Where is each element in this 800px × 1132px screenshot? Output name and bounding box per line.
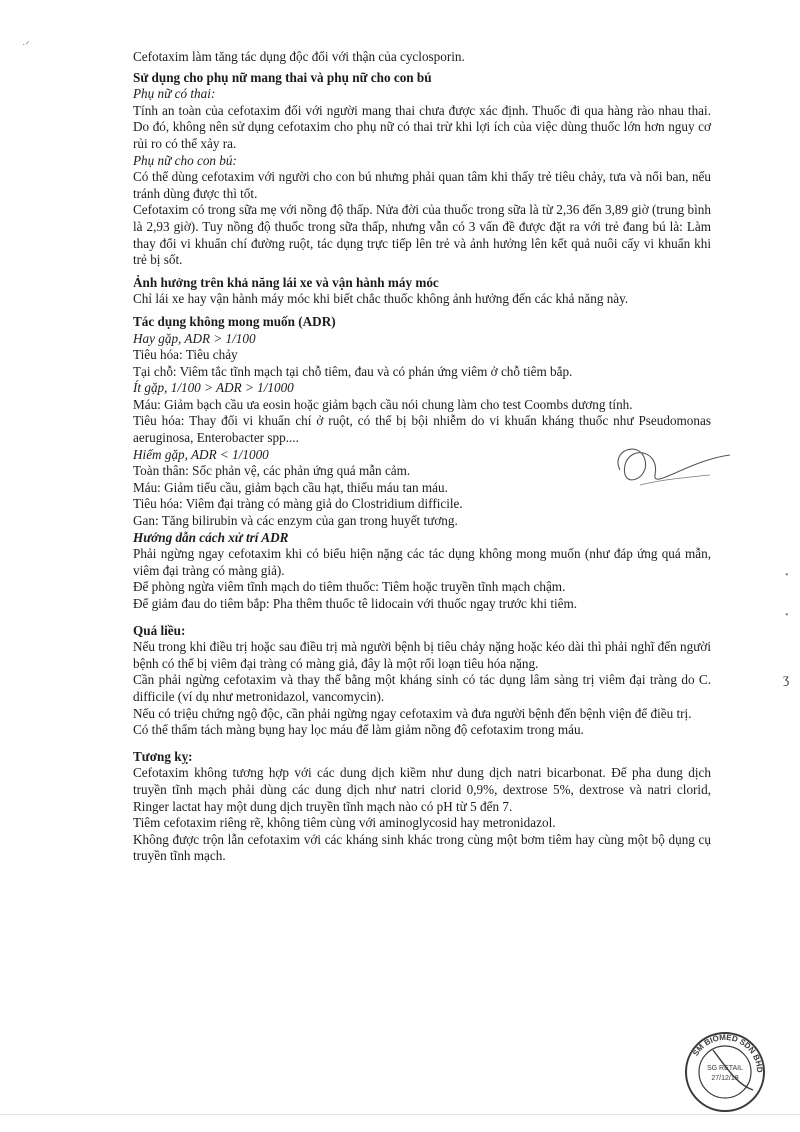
body-paragraph: Tại chỗ: Viêm tắc tĩnh mạch tại chỗ tiêm, đau và có phản ứng viêm ở chỗ tiêm bắp.	[133, 363, 573, 379]
body-paragraph: Cefotaxim làm tăng tác dụng độc đối với thận của cyclosporin.	[133, 49, 465, 64]
subsection-label: Hay gặp, ADR > 1/100	[133, 330, 256, 346]
body-paragraph: Có thể dùng cefotaxim với người cho con bú nhưng phải quan tâm khi thấy trẻ tiêu chảy, tưa và nổi ban, nếu tránh dùng được thì tốt.	[133, 169, 711, 201]
body-paragraph: Cần phải ngừng cefotaxim và thay thế bằng một kháng sinh có tác dụng lâm sàng trị viêm đại tràng do C. difficile (ví dụ như metronidazol, vancomycin).	[133, 672, 711, 704]
svg-text:SM BIOMED SDN BHD: SM BIOMED SDN BHD	[691, 1032, 765, 1073]
body-paragraph: Gan: Tăng bilirubin và các enzym của gan trong huyết tương.	[133, 513, 458, 529]
scan-speck: •	[785, 610, 789, 621]
body-paragraph: Để phòng ngừa viêm tĩnh mạch do tiêm thuốc: Tiêm hoặc truyền tĩnh mạch chậm.	[133, 579, 566, 595]
body-paragraph: Tiêu hóa: Tiêu chảy	[133, 347, 238, 363]
subsection-label: Hướng dẫn cách xử trí ADR	[133, 529, 289, 545]
body-paragraph: Tiêu hóa: Thay đổi vi khuẩn chí ở ruột, có thể bị bội nhiễm do vi khuẩn kháng thuốc như Pseudomonas aeruginosa, Enterobacter spp....	[133, 413, 711, 446]
body-paragraph: Nếu trong khi điều trị hoặc sau điều trị mà người bệnh bị tiêu chảy nặng hoặc kéo dài thì phải nghĩ đến người bệnh có thể bị viêm đại tràng có màng giả, đây là một rối loạn tiêu hóa nặng.	[133, 639, 711, 671]
svg-text:27/12/18: 27/12/18	[711, 1075, 739, 1082]
scan-speck: •	[785, 570, 789, 581]
body-paragraph: Toàn thân: Sốc phản vệ, các phản ứng quá mẫn cảm.	[133, 463, 411, 479]
scan-speck: ·ᐟ	[22, 40, 30, 51]
subsection-label: Phụ nữ có thai:	[133, 86, 216, 102]
body-paragraph: Có thể thẩm tách màng bụng hay lọc máu để làm giảm nồng độ cefotaxim trong máu.	[133, 722, 584, 738]
subsection-label: Ít gặp, 1/100 > ADR > 1/1000	[133, 380, 294, 396]
body-paragraph: Tính an toàn của cefotaxim đối với người mang thai chưa được xác định. Thuốc đi qua hàng rào nhau thai. Do đó, không nên sử dụng cefotaxim cho phụ nữ có thai trừ khi lợi ích của việc dùng thuốc lớn hơn nguy cơ rủi ro có thể xảy ra.	[133, 102, 711, 151]
scan-speck: ʒ	[783, 672, 790, 687]
body-paragraph: Phải ngừng ngay cefotaxim khi có biểu hiện nặng các tác dụng không mong muốn (như đáp ứng quá mẫn, viêm đại tràng có màng giả).	[133, 546, 711, 578]
body-paragraph: Không được trộn lẫn cefotaxim với các kháng sinh khác trong cùng một bơm tiêm hay cùng một bộ dụng cụ truyền tĩnh mạch.	[133, 831, 711, 864]
body-paragraph: Tiêu hóa: Viêm đại tràng có màng giả do Clostridium difficile.	[133, 496, 463, 512]
body-paragraph: Máu: Giảm bạch cầu ưa eosin hoặc giảm bạch cầu nói chung làm cho test Coombs dương tính.	[133, 396, 633, 412]
section-heading: Tác dụng không mong muốn (ADR)	[133, 313, 336, 329]
section-heading: Ảnh hưởng trên khả năng lái xe và vận hành máy móc	[133, 274, 439, 290]
section-heading: Sử dụng cho phụ nữ mang thai và phụ nữ cho con bú	[133, 69, 432, 85]
body-paragraph: Chỉ lái xe hay vận hành máy móc khi biết chắc thuốc không ảnh hưởng đến các khả năng này.	[133, 291, 629, 307]
body-paragraph: Nếu có triệu chứng ngộ độc, cần phải ngừng ngay cefotaxim và đưa người bệnh đến bệnh viện để điều trị.	[133, 705, 692, 721]
body-paragraph: Cefotaxim không tương hợp với các dung dịch kiềm như dung dịch natri bicarbonat. Để pha dung dịch truyền tĩnh mạch phải dùng các dung dịch như natri clorid 0,9%, dextrose 5%, dextrose và natri clorid, Ringer lactat hay một dung dịch truyền tĩnh mạch nào có pH từ 5 đến 7.	[133, 765, 711, 814]
svg-text:SG RETAIL: SG RETAIL	[706, 1065, 744, 1072]
subsection-label: Phụ nữ cho con bú:	[133, 152, 237, 168]
body-paragraph: Cefotaxim có trong sữa mẹ với nồng độ thấp. Nửa đời của thuốc trong sữa là từ 2,36 đến 3,89 giờ (trung bình là 2,93 giờ). Tuy nồng độ thuốc trong sữa thấp, nhưng vẫn có 3 vấn đề được đặt ra với trẻ đang bú là: Làm thay đổi vi khuẩn chí đường ruột, tác dụng trực tiếp lên trẻ và ảnh hưởng lên kết quả nuôi cấy vi khuẩn khi trẻ bị sốt.	[133, 202, 711, 268]
scan-edge	[0, 1114, 800, 1115]
section-heading: Tương kỵ:	[133, 748, 193, 764]
body-paragraph: Để giảm đau do tiêm bắp: Pha thêm thuốc tê lidocain với thuốc ngay trước khi tiêm.	[133, 596, 578, 611]
section-heading: Quá liều:	[133, 622, 186, 638]
body-paragraph: Tiêm cefotaxim riêng rẽ, không tiêm cùng với aminoglycosid hay metronidazol.	[133, 815, 556, 831]
signature-mark	[600, 430, 740, 500]
subsection-label: Hiếm gặp, ADR < 1/1000	[133, 446, 269, 462]
company-stamp	[683, 1030, 767, 1114]
body-paragraph: Máu: Giảm tiểu cầu, giảm bạch cầu hạt, thiếu máu tan máu.	[133, 479, 448, 495]
